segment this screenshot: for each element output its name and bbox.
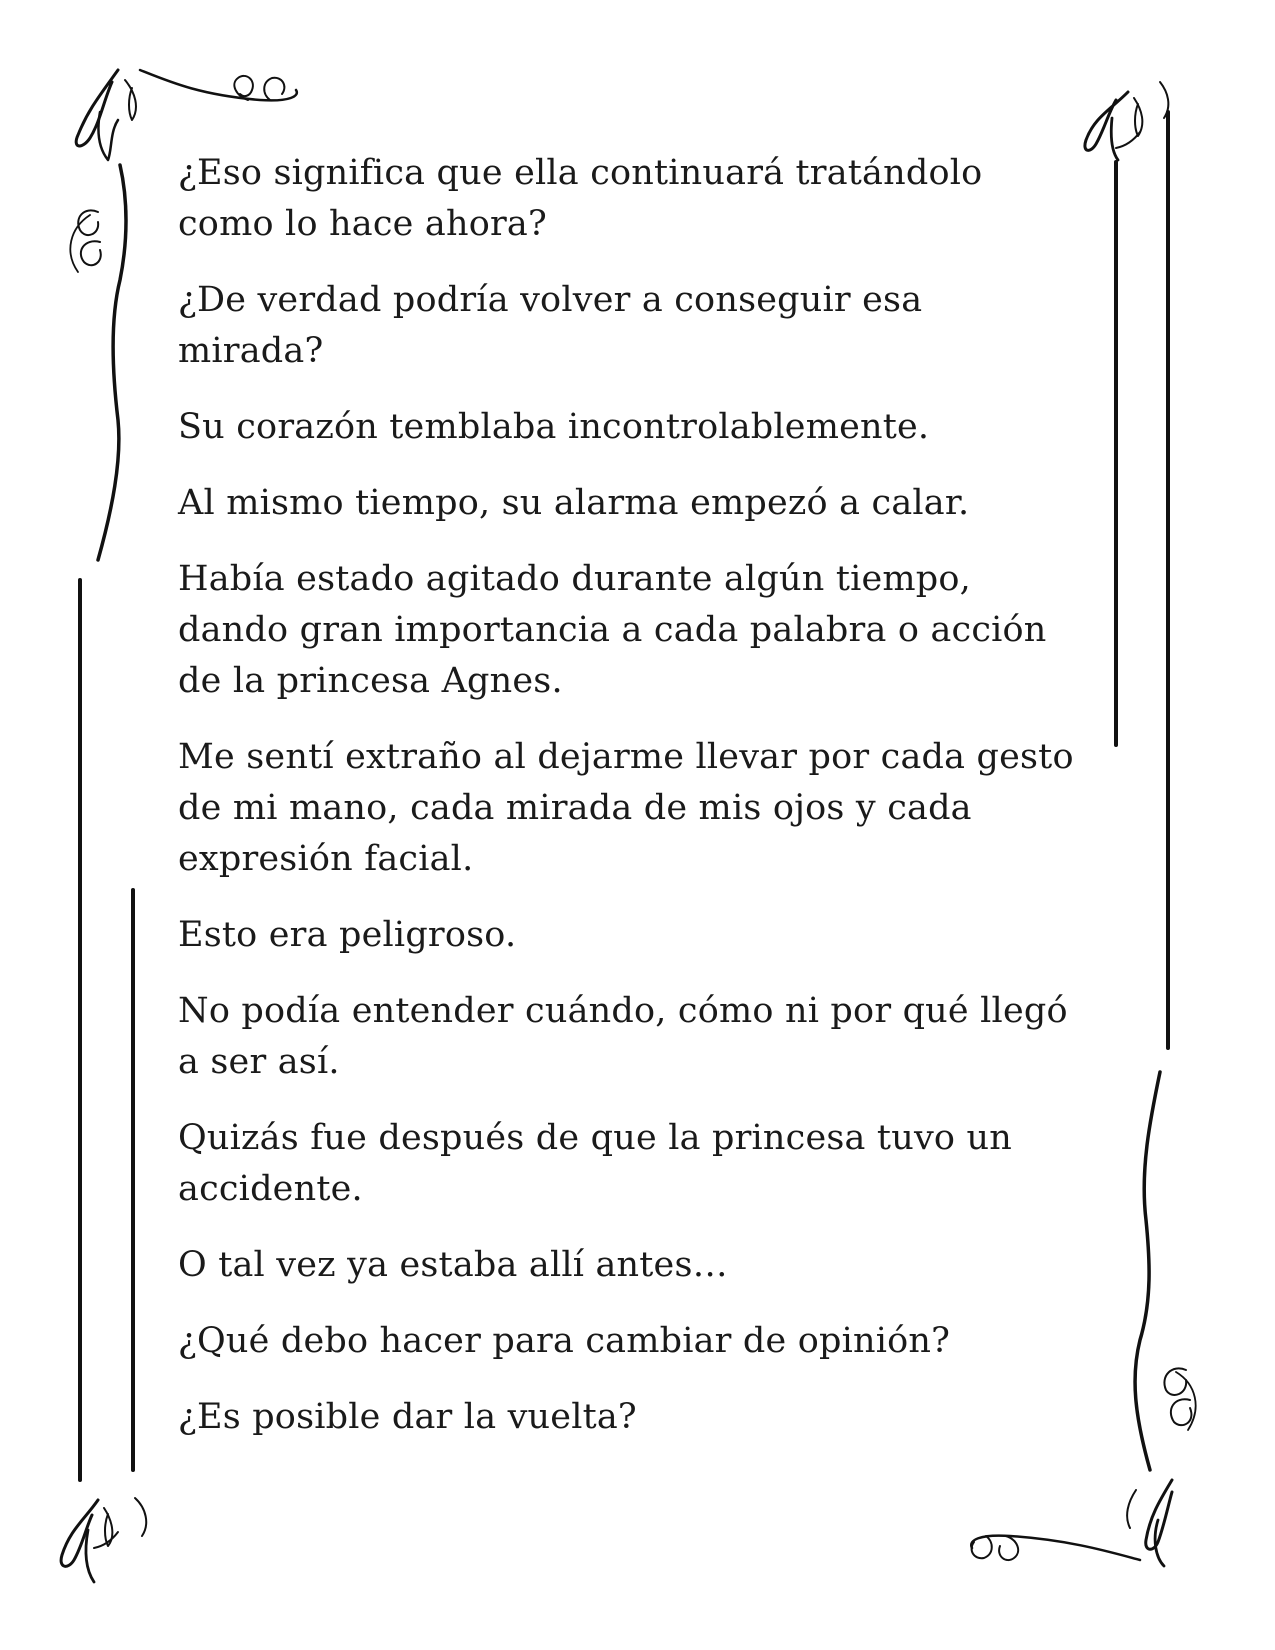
paragraph: O tal vez ya estaba allí antes…: [178, 1245, 728, 1285]
paragraph: ¿Es posible dar la vuelta?: [178, 1397, 637, 1437]
paragraph: Esto era peligroso.: [178, 915, 517, 955]
body-text: [178, 148, 1078, 1468]
paragraph: ¿De verdad podría volver a conseguir esa mirada?: [178, 280, 923, 371]
paragraph: Su corazón temblaba incontrolablemente.: [178, 407, 930, 447]
bottom-left-flourish-icon: [61, 1498, 146, 1582]
paragraph: Me sentí extraño al dejarme llevar por cada gesto de mi mano, cada mirada de mis ojos y cada expresión facial.: [178, 737, 1074, 879]
top-right-flourish-icon: [1085, 82, 1168, 160]
paragraph: ¿Qué debo hacer para cambiar de opinión?: [178, 1321, 951, 1361]
paragraph: No podía entender cuándo, cómo ni por qué llegó a ser así.: [178, 991, 1068, 1082]
paragraph: Había estado agitado durante algún tiempo, dando gran importancia a cada palabra o acción de la princesa Agnes.: [178, 559, 1047, 701]
paragraph: Quizás fue después de que la princesa tuvo un accidente.: [178, 1118, 1012, 1209]
paragraph: Al mismo tiempo, su alarma empezó a calar.: [178, 483, 970, 523]
paragraph: ¿Eso significa que ella continuará tratándolo como lo hace ahora?: [178, 153, 983, 244]
